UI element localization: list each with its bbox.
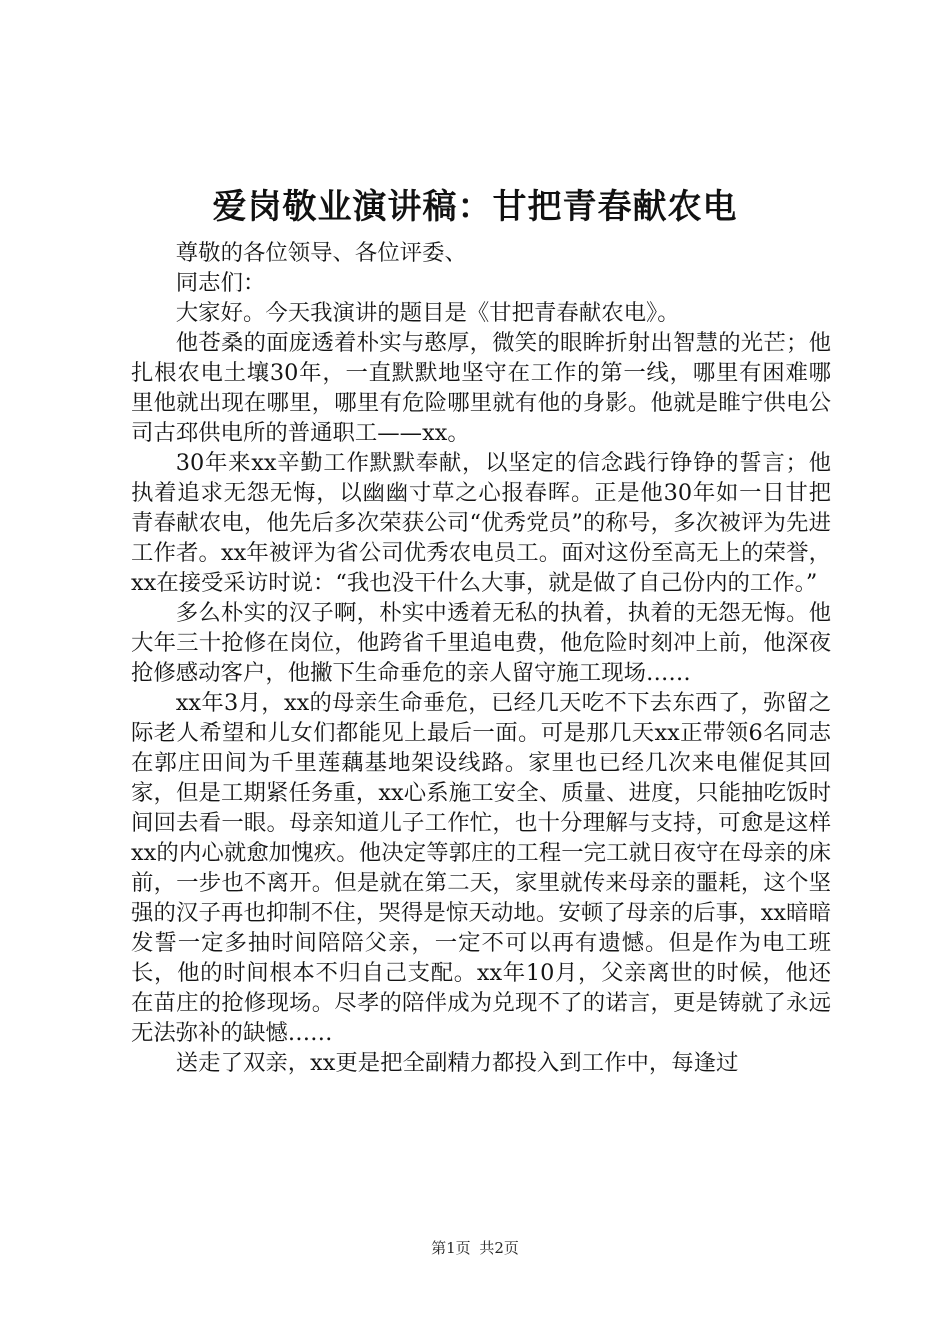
salutation-paragraph: 尊敬的各位领导、各位评委、 <box>175 240 467 266</box>
greeting-paragraph: 大家好。今天我演讲的题目是《甘把青春献农电》。 <box>175 300 680 326</box>
page-total: 共2页 <box>479 1239 519 1257</box>
body-paragraph: 他苍桑的面庞透着朴实与憨厚，微笑的眼眸折射出智慧的光芒；他扎根农电土壤30年，一直默默地坚守在工作的第一线，哪里有困难哪里他就出现在哪里，哪里有危险哪里就有他的身影。他就是睢宁供电公司古邳供电所的普通职工——xx。 <box>131 330 831 446</box>
document-body <box>131 238 831 1078</box>
body-paragraph: 送走了双亲，xx更是把全副精力都投入到工作中，每逢过 <box>175 1050 739 1076</box>
body-paragraph: 30年来xx辛勤工作默默奉献，以坚定的信念践行铮铮的誓言；他执着追求无怨无悔，以幽幽寸草之心报春晖。正是他30年如一日甘把青春献农电，他先后多次荣获公司“优秀党员”的称号，多次被评为先进工作者。xx年被评为省公司优秀农电员工。面对这份至高无上的荣誉，xx在接受采访时说：“我也没干什么大事，就是做了自己份内的工作。” <box>131 450 831 596</box>
salutation-paragraph: 同志们： <box>175 270 266 296</box>
body-paragraph: 多么朴实的汉子啊，朴实中透着无私的执着，执着的无怨无悔。他大年三十抢修在岗位，他跨省千里追电费，他危险时刻冲上前，他深夜抢修感动客户，他撇下生命垂危的亲人留守施工现场…… <box>131 600 831 686</box>
body-paragraph: xx年3月，xx的母亲生命垂危，已经几天吃不下去东西了，弥留之际老人希望和儿女们都能见上最后一面。可是那几天xx正带领6名同志在郭庄田间为千里莲藕基地架设线路。家里也已经几次来电催促其回家，但是工期紧任务重，xx心系施工安全、质量、进度，只能抽吃饭时间回去看一眼。母亲知道儿子工作忙，也十分理解与支持，可愈是这样xx的内心就愈加愧疚。他决定等郭庄的工程一完工就日夜守在母亲的床前，一步也不离开。但是就在第二天，家里就传来母亲的噩耗，这个坚强的汉子再也抑制不住，哭得是惊天动地。安顿了母亲的后事，xx暗暗发誓一定多抽时间陪陪父亲，一定不可以再有遗憾。但是作为电工班长，他的时间根本不归自己支配。xx年10月，父亲离世的时候，他还在苗庄的抢修现场。尽孝的陪伴成为兑现不了的诺言，更是铸就了永远无法弥补的缺憾…… <box>131 690 831 1046</box>
document-title: 爱岗敬业演讲稿：甘把青春献农电 <box>212 187 738 227</box>
page-number: 第1页 <box>431 1239 471 1257</box>
page-footer <box>0 1238 950 1258</box>
